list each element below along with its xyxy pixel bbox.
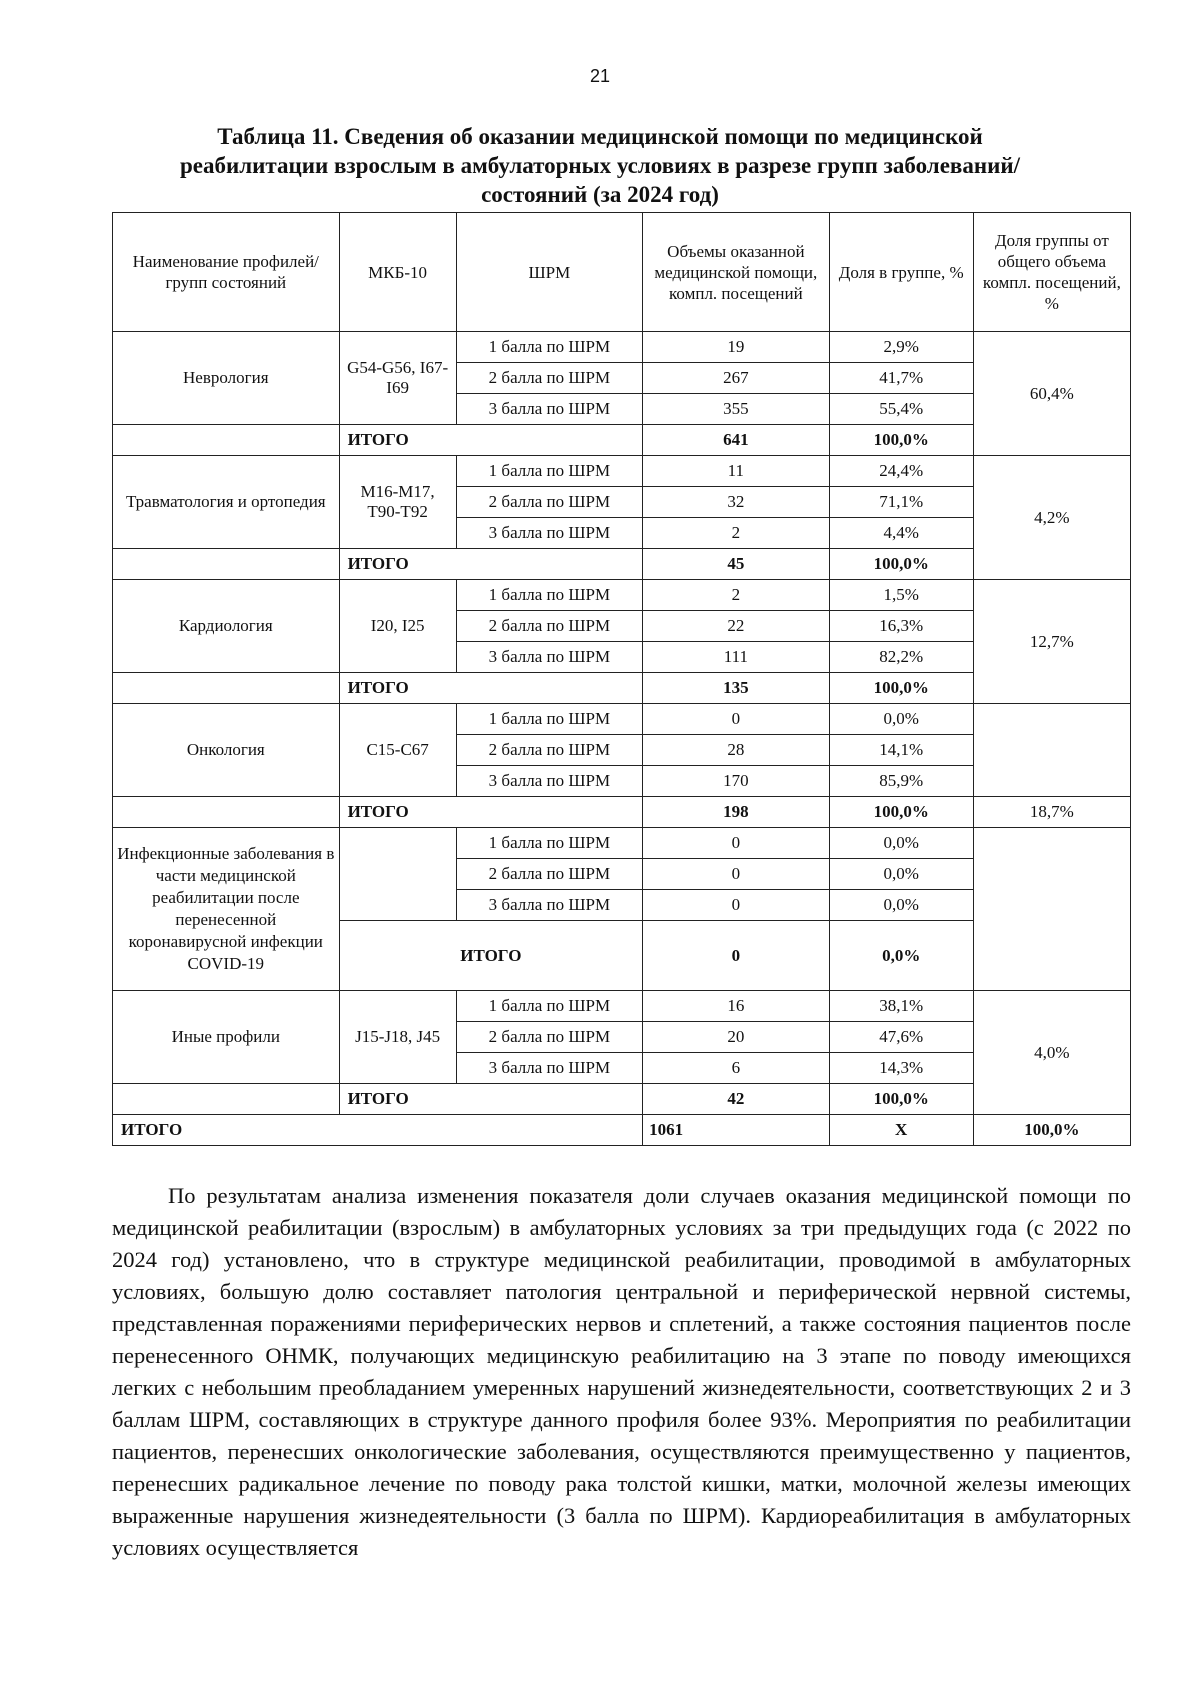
total-volume: 135 bbox=[643, 673, 829, 704]
total-volume: 45 bbox=[643, 549, 829, 580]
shrm-cell: 2 балла по ШРМ bbox=[456, 1022, 642, 1053]
total-label: ИТОГО bbox=[339, 549, 643, 580]
group-share: 4,0% bbox=[973, 991, 1130, 1115]
grand-total-share-in-group: Х bbox=[829, 1115, 973, 1146]
grand-total-label: ИТОГО bbox=[113, 1115, 643, 1146]
table-row bbox=[113, 991, 1131, 1022]
grand-total-volume: 1061 bbox=[643, 1115, 829, 1146]
shrm-cell: 1 балла по ШРМ bbox=[456, 580, 642, 611]
table-row bbox=[113, 332, 1131, 363]
share-cell: 14,1% bbox=[829, 735, 973, 766]
header-share-of-total: Доля группы от общего объема компл. посещений, % bbox=[973, 213, 1130, 332]
volume-cell: 2 bbox=[643, 580, 829, 611]
share-cell: 24,4% bbox=[829, 456, 973, 487]
volume-cell: 28 bbox=[643, 735, 829, 766]
table-row bbox=[113, 456, 1131, 487]
shrm-cell: 2 балла по ШРМ bbox=[456, 487, 642, 518]
group-name: Онкология bbox=[113, 704, 340, 797]
share-cell: 41,7% bbox=[829, 363, 973, 394]
volume-cell: 11 bbox=[643, 456, 829, 487]
header-share-in-group: Доля в группе, % bbox=[829, 213, 973, 332]
group-icd bbox=[339, 828, 456, 921]
total-label: ИТОГО bbox=[339, 673, 643, 704]
group-icd: M16-M17, T90-T92 bbox=[339, 456, 456, 549]
group-name: Инфекционные заболевания в части медицинской реабилитации после перенесенной коронавирусной инфекции COVID-19 bbox=[113, 828, 340, 991]
page-number: 21 bbox=[589, 66, 611, 86]
total-share: 100,0% bbox=[829, 673, 973, 704]
header-volume: Объемы оказанной медицинской помощи, компл. посещений bbox=[643, 213, 829, 332]
volume-cell: 0 bbox=[643, 704, 829, 735]
group-name: Иные профили bbox=[113, 991, 340, 1084]
total-label: ИТОГО bbox=[339, 425, 643, 456]
group-name: Травматология и ортопедия bbox=[113, 456, 340, 549]
shrm-cell: 2 балла по ШРМ bbox=[456, 611, 642, 642]
empty-cell bbox=[973, 704, 1130, 797]
total-share: 100,0% bbox=[829, 549, 973, 580]
group-icd: G54-G56, I67-I69 bbox=[339, 332, 456, 425]
volume-cell: 111 bbox=[643, 642, 829, 673]
shrm-cell: 1 балла по ШРМ bbox=[456, 332, 642, 363]
shrm-cell: 3 балла по ШРМ bbox=[456, 518, 642, 549]
volume-cell: 19 bbox=[643, 332, 829, 363]
share-cell: 0,0% bbox=[829, 890, 973, 921]
group-share: 12,7% bbox=[973, 580, 1130, 704]
volume-cell: 22 bbox=[643, 611, 829, 642]
header-shrm: ШРМ bbox=[456, 213, 642, 332]
shrm-cell: 3 балла по ШРМ bbox=[456, 642, 642, 673]
empty-cell bbox=[113, 673, 340, 704]
group-share bbox=[973, 828, 1130, 991]
share-cell: 55,4% bbox=[829, 394, 973, 425]
volume-cell: 0 bbox=[643, 890, 829, 921]
share-cell: 0,0% bbox=[829, 828, 973, 859]
shrm-cell: 1 балла по ШРМ bbox=[456, 828, 642, 859]
group-icd: C15-C67 bbox=[339, 704, 456, 797]
share-cell: 71,1% bbox=[829, 487, 973, 518]
grand-total-share-of-total: 100,0% bbox=[973, 1115, 1130, 1146]
header-profile: Наименование профилей/групп состояний bbox=[113, 213, 340, 332]
total-label: ИТОГО bbox=[339, 1084, 643, 1115]
shrm-cell: 1 балла по ШРМ bbox=[456, 704, 642, 735]
volume-cell: 0 bbox=[643, 828, 829, 859]
volume-cell: 6 bbox=[643, 1053, 829, 1084]
volume-cell: 16 bbox=[643, 991, 829, 1022]
empty-cell bbox=[113, 549, 340, 580]
share-cell: 38,1% bbox=[829, 991, 973, 1022]
shrm-cell: 2 балла по ШРМ bbox=[456, 735, 642, 766]
group-name: Неврология bbox=[113, 332, 340, 425]
shrm-cell: 3 балла по ШРМ bbox=[456, 766, 642, 797]
volume-cell: 0 bbox=[643, 859, 829, 890]
empty-cell bbox=[113, 1084, 340, 1115]
shrm-cell: 3 балла по ШРМ bbox=[456, 394, 642, 425]
group-icd: I20, I25 bbox=[339, 580, 456, 673]
total-share: 100,0% bbox=[829, 1084, 973, 1115]
shrm-cell: 3 балла по ШРМ bbox=[456, 890, 642, 921]
rehabilitation-table bbox=[112, 212, 1131, 1146]
group-icd: J15-J18, J45 bbox=[339, 991, 456, 1084]
share-cell: 14,3% bbox=[829, 1053, 973, 1084]
share-cell: 47,6% bbox=[829, 1022, 973, 1053]
share-cell: 1,5% bbox=[829, 580, 973, 611]
total-volume: 198 bbox=[643, 797, 829, 828]
volume-cell: 32 bbox=[643, 487, 829, 518]
total-volume: 641 bbox=[643, 425, 829, 456]
table-row bbox=[113, 828, 1131, 859]
group-share: 18,7% bbox=[973, 797, 1130, 828]
share-cell: 2,9% bbox=[829, 332, 973, 363]
share-cell: 85,9% bbox=[829, 766, 973, 797]
share-cell: 0,0% bbox=[829, 704, 973, 735]
total-volume: 0 bbox=[643, 921, 829, 991]
group-share: 60,4% bbox=[973, 332, 1130, 456]
group-name: Кардиология bbox=[113, 580, 340, 673]
shrm-cell: 2 балла по ШРМ bbox=[456, 859, 642, 890]
total-share: 0,0% bbox=[829, 921, 973, 991]
table-title: Таблица 11. Сведения об оказании медицинской помощи по медицинской реабилитации взрослым в амбулаторных условиях в разрезе групп заболеваний/состояний (за 2024 год) bbox=[180, 124, 1020, 207]
group-share: 4,2% bbox=[973, 456, 1130, 580]
group-total-row bbox=[113, 797, 1131, 828]
header-icd: МКБ-10 bbox=[339, 213, 456, 332]
total-share: 100,0% bbox=[829, 797, 973, 828]
share-cell: 4,4% bbox=[829, 518, 973, 549]
shrm-cell: 3 балла по ШРМ bbox=[456, 1053, 642, 1084]
table-header-row bbox=[113, 213, 1131, 332]
volume-cell: 20 bbox=[643, 1022, 829, 1053]
shrm-cell: 1 балла по ШРМ bbox=[456, 991, 642, 1022]
empty-cell bbox=[113, 797, 340, 828]
total-volume: 42 bbox=[643, 1084, 829, 1115]
volume-cell: 355 bbox=[643, 394, 829, 425]
shrm-cell: 1 балла по ШРМ bbox=[456, 456, 642, 487]
shrm-cell: 2 балла по ШРМ bbox=[456, 363, 642, 394]
body-paragraph: По результатам анализа изменения показателя доли случаев оказания медицинской помощи по медицинской реабилитации (взрослым) в амбулаторных условиях за три предыдущих года (с 2022 по 2024 год) установлено, что в структуре медицинской реабилитации, проводимой в амбулаторных условиях, большую долю составляет патология центральной и периферической нервной системы, представленная поражениями периферических нервов и сплетений, а также состояния пациентов после перенесенного ОНМК, получающих медицинскую реабилитацию на 3 этапе по поводу имеющихся легких с небольшим преобладанием умеренных нарушений жизнедеятельности, соответствующих 2 и 3 баллам ШРМ, составляющих в структуре данного профиля более 93%. Мероприятия по реабилитации пациентов, перенесших онкологические заболевания, осуществляются преимущественно у пациентов, перенесших радикальное лечение по поводу рака толстой кишки, матки, молочной железы имеющих выраженные нарушения жизнедеятельности (3 балла по ШРМ). Кардиореабилитация в амбулаторных условиях осуществляется bbox=[112, 1183, 1131, 1560]
total-label: ИТОГО bbox=[339, 921, 643, 991]
grand-total-row bbox=[113, 1115, 1131, 1146]
share-cell: 82,2% bbox=[829, 642, 973, 673]
table-row bbox=[113, 580, 1131, 611]
volume-cell: 267 bbox=[643, 363, 829, 394]
volume-cell: 170 bbox=[643, 766, 829, 797]
empty-cell bbox=[113, 425, 340, 456]
total-share: 100,0% bbox=[829, 425, 973, 456]
share-cell: 0,0% bbox=[829, 859, 973, 890]
table-row bbox=[113, 704, 1131, 735]
share-cell: 16,3% bbox=[829, 611, 973, 642]
total-label: ИТОГО bbox=[339, 797, 643, 828]
volume-cell: 2 bbox=[643, 518, 829, 549]
